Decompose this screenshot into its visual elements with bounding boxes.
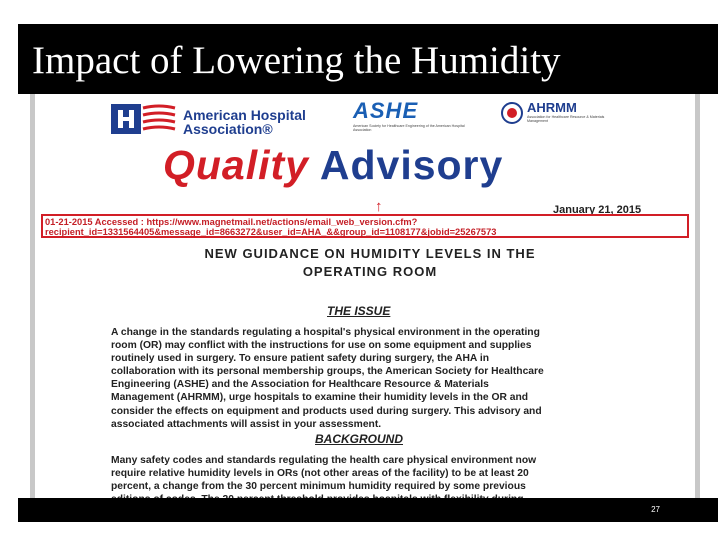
advisory-document-image xyxy=(30,94,700,498)
aha-name-line2: Association® xyxy=(183,121,273,137)
arrow-up-icon: ↑ xyxy=(375,198,383,215)
quality-word: Quality xyxy=(163,142,309,188)
ashe-logo xyxy=(353,98,471,132)
url-line-2: recipient_id=1331564405&message_id=8663272&user_id=AHA_&&group_id=1108177&jobid=25267573 xyxy=(45,227,497,237)
background-heading: BACKGROUND xyxy=(315,432,403,446)
aha-logo-icon xyxy=(109,102,179,138)
headline-line-2: OPERATING ROOM xyxy=(302,264,438,279)
background-line: require relative humidity levels in ORs (not other areas of the facility) to be at least 20 xyxy=(111,468,529,480)
background-line: percent, a change from the 30 percent minimum humidity required by some previous xyxy=(111,481,526,493)
ahrmm-logo xyxy=(499,100,619,123)
advisory-date: January 21, 2015 xyxy=(553,204,642,216)
issue-line: Engineering (ASHE) and the Association for Healthcare Resource & Materials xyxy=(111,379,489,391)
page-number: 27 xyxy=(651,505,660,514)
issue-line: collaboration with its personal membership groups, the American Society for Healthcare xyxy=(111,366,544,378)
issue-line: Management (AHRMM), urge hospitals to examine their humidity levels in the OR and xyxy=(111,392,529,404)
aha-name-line1: American Hospital xyxy=(183,107,306,123)
issue-line: room (OR) may conflict with the instructions for use on some equipment and supplies xyxy=(111,340,532,352)
ashe-logo-subtitle: American Society for Healthcare Engineering of the American Hospital Association xyxy=(353,124,465,132)
title-bar xyxy=(18,24,718,94)
advisory-word: Advisory xyxy=(319,142,504,188)
quality-advisory-heading xyxy=(163,142,503,189)
ahrmm-logo-subtitle: Association for Healthcare Resource & Materials Management xyxy=(527,115,605,123)
issue-line: consider the effects on equipment and products used during surgery. This advisory and xyxy=(111,405,542,417)
url-line-1: 01-21-2015 Accessed : https://www.magnetmail.net/actions/email_web_version.cfm? xyxy=(45,217,418,227)
issue-line: associated attachments will assist in your assessment. xyxy=(111,418,382,430)
issue-heading: THE ISSUE xyxy=(327,304,391,318)
footer-bar xyxy=(18,498,718,522)
background-line: Many safety codes and standards regulating the health care physical environment now xyxy=(111,455,537,466)
ahrmm-emblem-icon xyxy=(501,102,523,124)
issue-line: A change in the standards regulating a hospital's physical environment in the operating xyxy=(111,327,540,338)
ashe-logo-name: ASHE xyxy=(353,98,419,123)
aha-logo-text xyxy=(183,108,306,136)
issue-line: routinely used in surgery. To ensure patient safety during surgery, the AHA in xyxy=(111,353,489,365)
accessed-url-box xyxy=(41,214,689,238)
ahrmm-logo-name: AHRMM xyxy=(527,100,577,115)
issue-paragraph xyxy=(111,326,635,431)
headline-line-1: NEW GUIDANCE ON HUMIDITY LEVELS IN THE xyxy=(204,246,536,261)
slide-title: Impact of Lowering the Humidity xyxy=(32,39,561,82)
